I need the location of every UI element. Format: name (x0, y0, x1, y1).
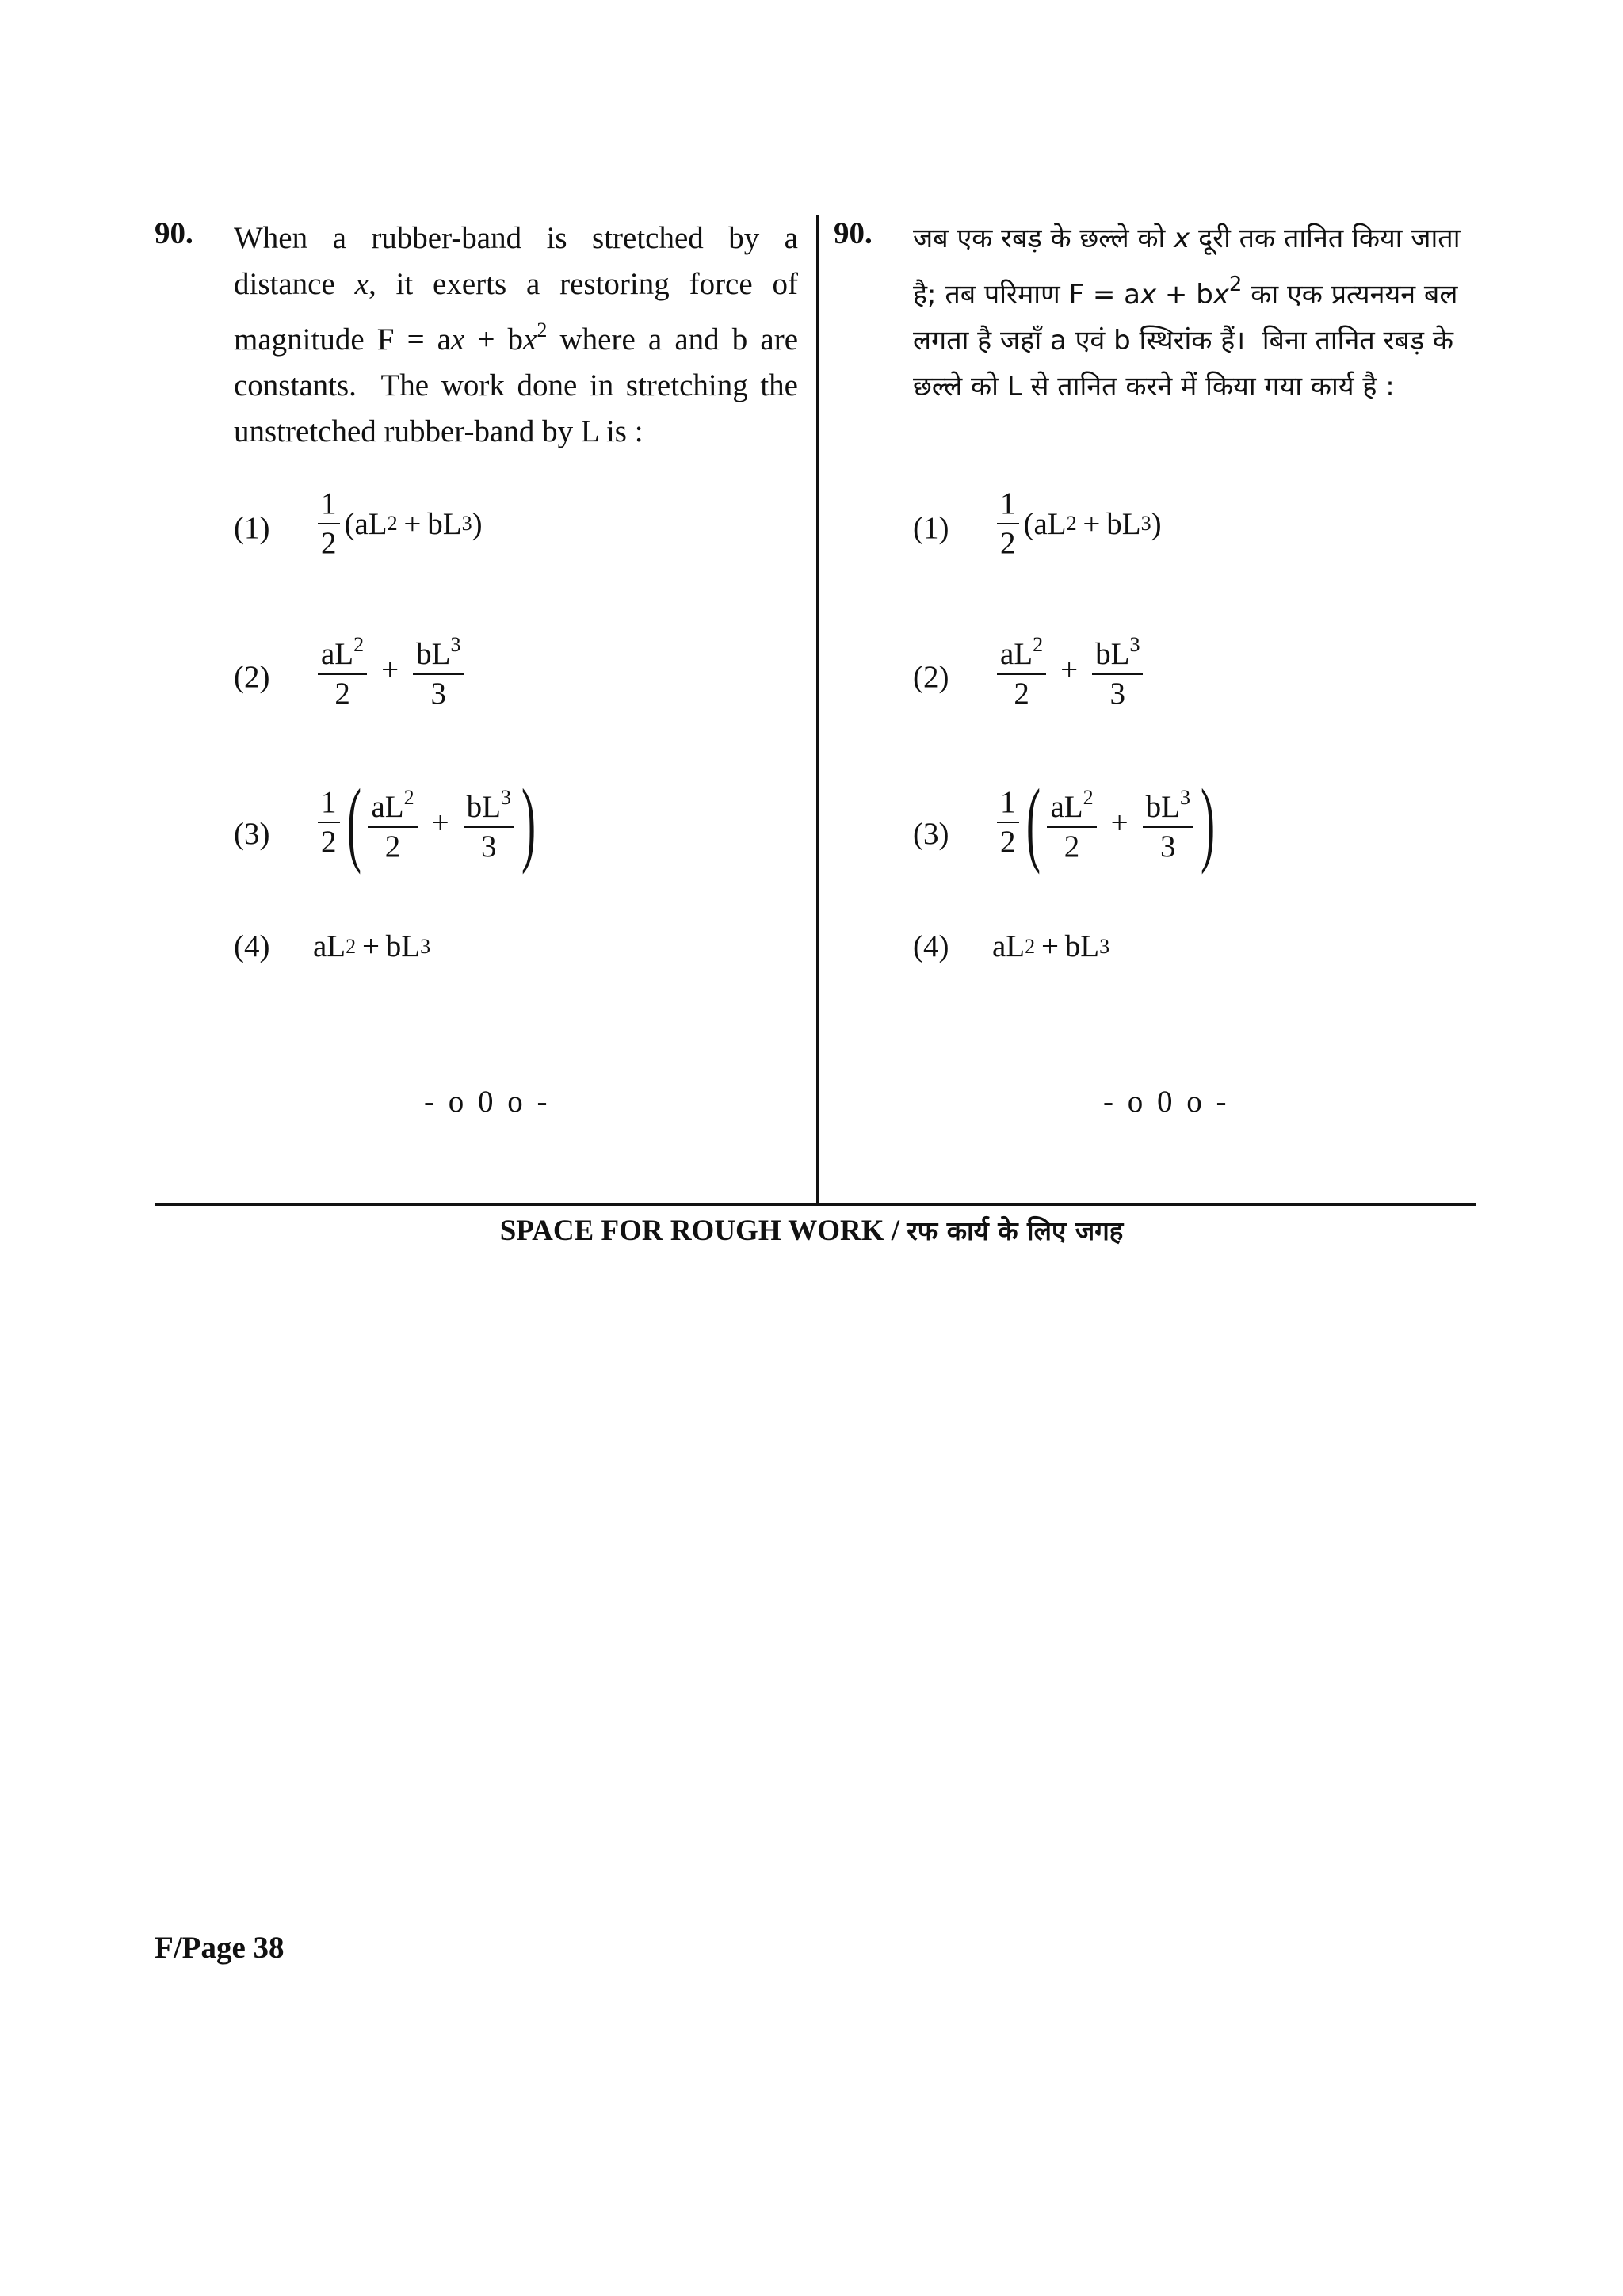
option-expression: $\frac{1}{2}$ ( $\frac{aL^2}{2}$ + $\frac{bL^3}{3}$ ) (313, 775, 538, 870)
question-text-hindi: जब एक रबड़ के छल्ले को x दूरी तक तानित किया जाता है; तब परिमाण F = ax + $bx^2$ का एक प्रत्यनयन बल लगता है जहाँ a एवं b स्थिरांक हैं। बिना तानित रबड़ के छल्ले को L से तानित करने में किया गया कार्य है : (913, 223, 1461, 402)
option-label: (3) (913, 817, 949, 851)
rough-work-hindi: रफ कार्य के लिए जगह (907, 1215, 1124, 1246)
option-expression: aL 2 + bL 3 (992, 929, 1110, 963)
rough-work-english: SPACE FOR ROUGH WORK / (499, 1215, 900, 1247)
option-label: (1) (913, 511, 949, 545)
option-label: (4) (234, 929, 270, 963)
option-expression: $\frac{1}{2}$ (aL 2 + bL 3 ) (992, 486, 1162, 561)
option-expression: aL 2 + bL 3 (313, 929, 431, 963)
option-expression: $\frac{1}{2}$ ( $\frac{aL^2}{2}$ + $\frac{bL^3}{3}$ ) (992, 775, 1217, 870)
option-label: (1) (234, 511, 270, 545)
page-footer: F/Page 38 (155, 1931, 285, 1965)
option-label: (2) (234, 660, 270, 694)
rough-work-heading (0, 1212, 1623, 1248)
option-label: (2) (913, 660, 949, 694)
question-number: 90. (155, 216, 193, 250)
column-divider (816, 215, 819, 1206)
question-text-english: When a rubber-band is stretched by a distance x, it exerts a restoring force of magnitude F = ax + $bx^2$ where a and b are constants. The work done in stretching the unstretched rubber-band by L is : (234, 221, 798, 448)
question-number: 90. (834, 216, 873, 250)
option-expression: $\frac{aL^2}{2}$ + $\frac{bL^3}{3}$ (992, 627, 1148, 711)
option-expression: $\frac{aL^2}{2}$ + $\frac{bL^3}{3}$ (313, 627, 468, 711)
option-label: (4) (913, 929, 949, 963)
end-mark-english: - o 0 o - (424, 1085, 551, 1119)
end-mark-hindi: - o 0 o - (1103, 1085, 1230, 1119)
option-expression: $\frac{1}{2}$ (aL 2 + bL 3 ) (313, 486, 483, 561)
horizontal-rule (155, 1203, 1476, 1206)
option-label: (3) (234, 817, 270, 851)
